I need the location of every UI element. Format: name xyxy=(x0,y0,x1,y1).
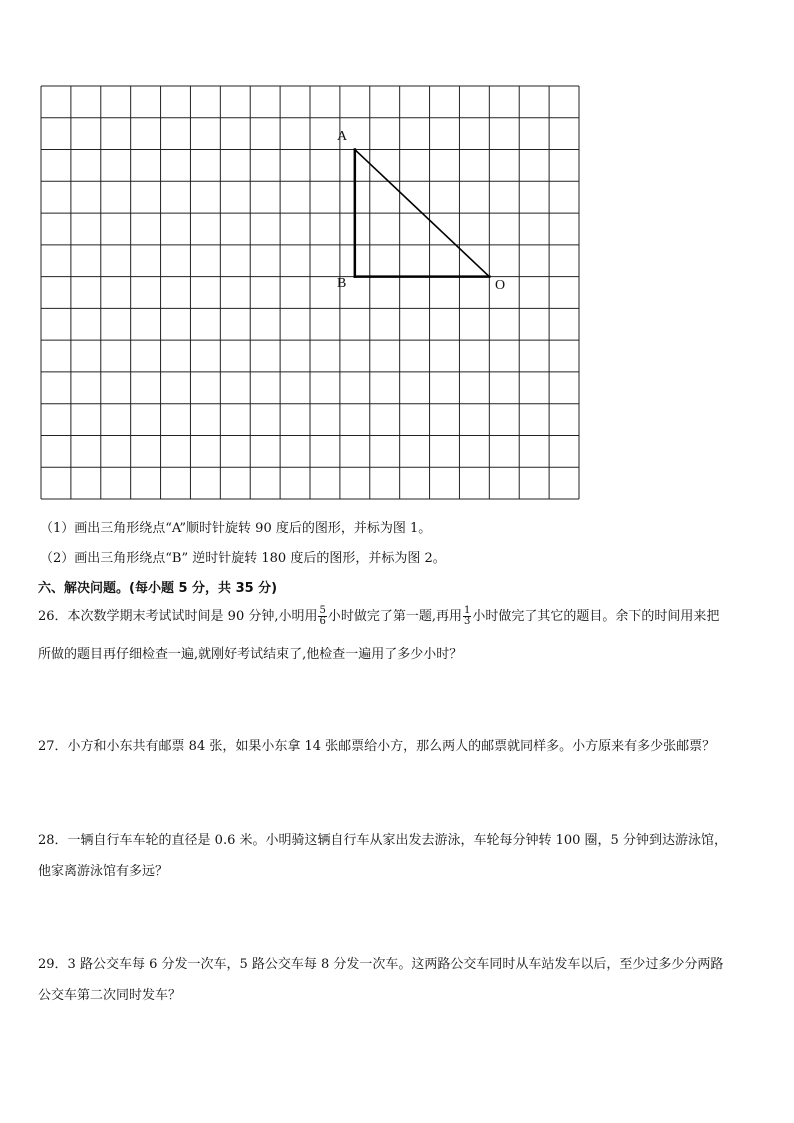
fraction-denominator: 3 xyxy=(464,616,471,627)
q28-line-1: 28．一辆自行车车轮的直径是 0.6 米。小明骑这辆自行车从家出发去游泳，车轮每分钟转 100 圈，5 分钟到达游泳馆， xyxy=(38,833,727,848)
q26-line-2: 所做的题目再仔细检查一遍,就刚好考试结束了,他检查一遍用了多少小时？ xyxy=(38,647,463,662)
subquestion-2: （2）画出三角形绕点“B” 逆时针旋转 180 度后的图形，并标为图 2。 xyxy=(40,551,446,566)
q26-text-part2: 小时做完了第一题,再用 xyxy=(327,609,462,624)
subquestion-1: （1）画出三角形绕点“A”顺时针旋转 90 度后的图形，并标为图 1。 xyxy=(40,521,432,536)
point-o-label: O xyxy=(495,278,506,293)
fraction-numerator: 1 xyxy=(464,605,471,616)
q26-text-part3: 小时做完了其它的题目。余下的时间用来把 xyxy=(472,609,720,624)
point-a-label: A xyxy=(337,129,348,144)
fraction-one-third xyxy=(463,606,471,627)
fraction-denominator: 6 xyxy=(319,616,326,627)
grid-figure xyxy=(40,85,580,500)
q26-text-part1: 26．本次数学期末考试试时间是 90 分钟,小明用 xyxy=(38,609,318,624)
point-b-label: B xyxy=(337,276,347,291)
fraction-numerator: 5 xyxy=(319,605,326,616)
section-title: 六、解决问题。(每小题 5 分，共 35 分) xyxy=(38,581,278,596)
fraction-five-sixths xyxy=(318,606,326,627)
q28-line-2: 他家离游泳馆有多远？ xyxy=(38,864,169,879)
q29-line-2: 公交车第二次同时发车？ xyxy=(38,988,182,1003)
q27-line-1: 27．小方和小东共有邮票 84 张，如果小东拿 14 张邮票给小方，那么两人的邮票就同样多。小方原来有多少张邮票？ xyxy=(38,739,716,754)
q29-line-1: 29．3 路公交车每 6 分发一次车，5 路公交车每 8 分发一次车。这两路公交车同时从车站发车以后，至少过多少分两路 xyxy=(38,957,724,972)
